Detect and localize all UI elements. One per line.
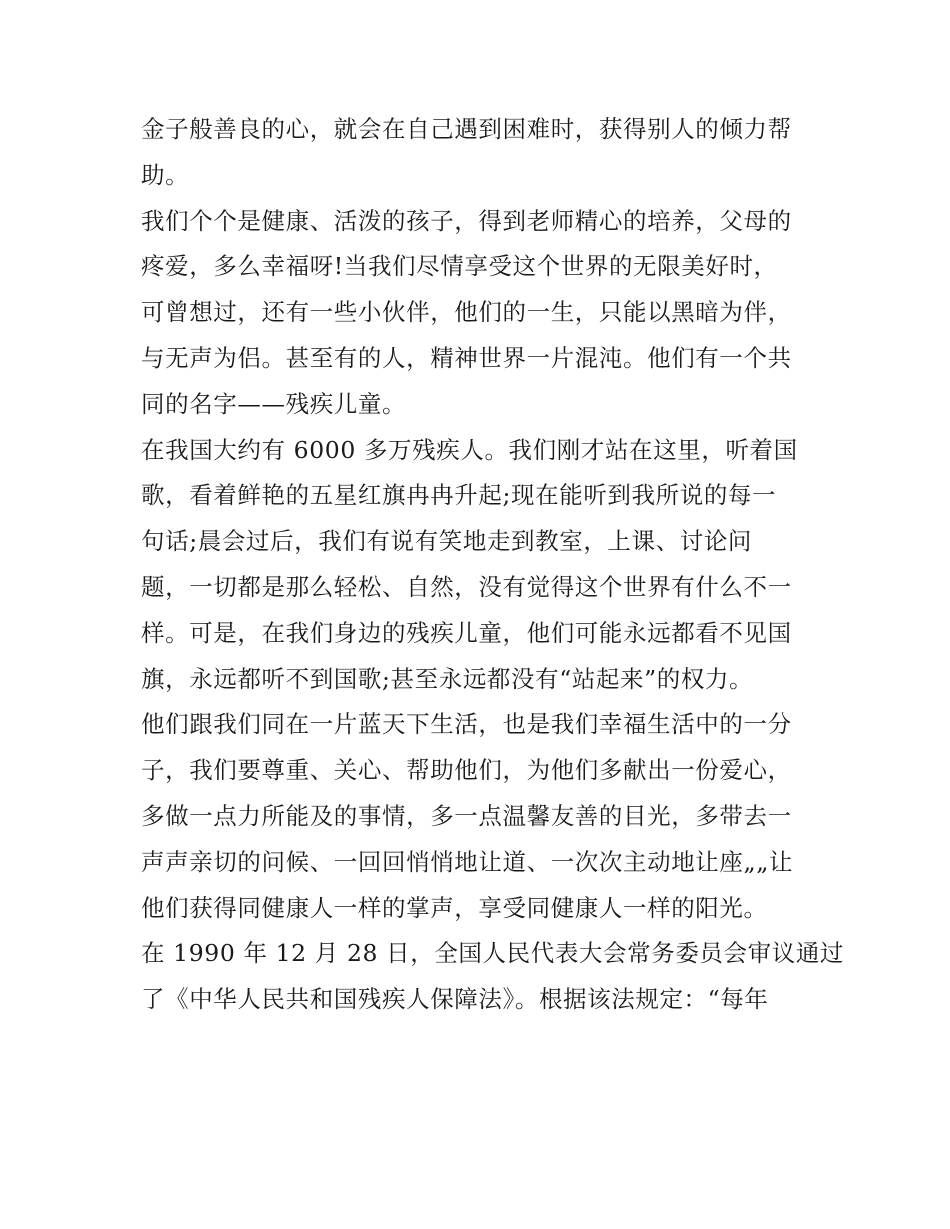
text-line: 题，一切都是那么轻松、自然，没有觉得这个世界有什么不一: [141, 572, 792, 601]
text-line: 助。: [141, 160, 190, 189]
text-line: 可曾想过，还有一些小伙伴，他们的一生，只能以黑暗为伴，: [141, 298, 792, 327]
text-line: 旗，永远都听不到国歌;甚至永远都没有“站起来”的权力。: [141, 664, 754, 693]
text-line: 他们获得同健康人一样的掌声，享受同健康人一样的阳光。: [141, 893, 768, 922]
text-line: 疼爱，多么幸福呀!当我们尽情享受这个世界的无限美好时，: [141, 252, 778, 281]
text-line: 歌，看着鲜艳的五星红旗冉冉升起;现在能听到我所说的每一: [141, 481, 777, 510]
text-line: 多做一点力所能及的事情，多一点温馨友善的目光，多带去一: [141, 801, 792, 830]
text-line: 他们跟我们同在一片蓝天下生活，也是我们幸福生活中的一分: [141, 710, 792, 739]
text-line: 在我国大约有 6000 多万残疾人。我们刚才站在这里，听着国: [141, 435, 798, 464]
text-line: 与无声为侣。甚至有的人，精神世界一片混沌。他们有一个共: [141, 343, 792, 372]
text-line: 金子般善良的心，就会在自己遇到困难时，获得别人的倾力帮: [141, 115, 792, 143]
text-line: 了《中华人民共和国残疾人保障法》。根据该法规定：“每年: [141, 985, 769, 1014]
text-line: 子，我们要尊重、关心、帮助他们，为他们多献出一份爱心，: [141, 756, 792, 785]
text-line: 在 1990 年 12 月 28 日，全国人民代表大会常务委员会审议通过: [141, 939, 845, 968]
body-text: [141, 107, 845, 1023]
text-line: 同的名字——残疾儿童。: [141, 389, 407, 418]
text-line: 句话;晨会过后，我们有说有笑地走到教室，上课、讨论问: [141, 527, 753, 556]
text-line: 样。可是，在我们身边的残疾儿童，他们可能永远都看不见国: [141, 618, 792, 647]
text-line: 我们个个是健康、活泼的孩子，得到老师精心的培养，父母的: [141, 206, 792, 235]
text-line: 声声亲切的问候、一回回悄悄地让道、一次次主动地让座„„让: [141, 847, 794, 876]
